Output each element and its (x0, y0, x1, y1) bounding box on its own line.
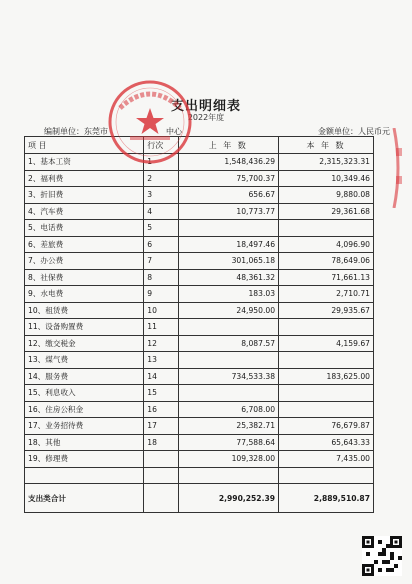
cell-row-number: 17 (144, 418, 178, 435)
cell-row-number: 9 (144, 286, 178, 303)
table-row (25, 170, 374, 187)
cell-previous-year (178, 319, 279, 336)
cell-row-number: 13 (144, 352, 178, 369)
table-row (25, 352, 374, 369)
table-row (25, 302, 374, 319)
cell-item: 7、办公费 (25, 253, 144, 270)
cell-row-number: 2 (144, 170, 178, 187)
table-row (25, 401, 374, 418)
organization-label: 编制单位：东莞市 (44, 127, 108, 136)
cell-current-year: 2,315,323.31 (279, 154, 374, 171)
cell-row-number: 15 (144, 385, 178, 402)
cell-row-number: 7 (144, 253, 178, 270)
cell-item (25, 467, 144, 484)
cell-row-number: 12 (144, 335, 178, 352)
cell-item: 18、其他 (25, 434, 144, 451)
table-row (25, 467, 374, 484)
cell-previous-year: 10,773.77 (178, 203, 279, 220)
cell-current-year: 65,643.33 (279, 434, 374, 451)
cell-previous-year (178, 352, 279, 369)
cell-item: 1、基本工资 (25, 154, 144, 171)
cell-current-year (279, 352, 374, 369)
cell-current-year: 78,649.06 (279, 253, 374, 270)
cell-item: 4、汽车费 (25, 203, 144, 220)
cell-row-number: 6 (144, 236, 178, 253)
cell-row-number: 1 (144, 154, 178, 171)
header-item: 项 目 (25, 137, 144, 154)
cell-current-year: 4,159.67 (279, 335, 374, 352)
cell-item: 15、利息收入 (25, 385, 144, 402)
cell-item: 12、缴交税金 (25, 335, 144, 352)
cell-item: 3、折旧费 (25, 187, 144, 204)
cell-row-number: 18 (144, 434, 178, 451)
cell-current-year: 76,679.87 (279, 418, 374, 435)
cell-item: 17、业务招待费 (25, 418, 144, 435)
cell-current-year: 183,625.00 (279, 368, 374, 385)
report-year: 2022年度 (187, 113, 225, 122)
edge-stamp-mark (392, 128, 404, 208)
table-row (25, 418, 374, 435)
cell-previous-year: 183.03 (178, 286, 279, 303)
organization-tail: 中心 (166, 127, 182, 136)
cell-current-year (279, 467, 374, 484)
cell-current-year: 29,361.68 (279, 203, 374, 220)
cell-previous-year: 77,588.64 (178, 434, 279, 451)
cell-current-year: 29,935.67 (279, 302, 374, 319)
header-previous-year: 上 年 数 (178, 137, 279, 154)
table-row (25, 451, 374, 468)
cell-item: 6、差旅费 (25, 236, 144, 253)
cell-previous-year: 109,328.00 (178, 451, 279, 468)
total-row (25, 484, 374, 513)
cell-item: 14、服务费 (25, 368, 144, 385)
total-row-number (144, 484, 178, 513)
cell-previous-year (178, 385, 279, 402)
cell-row-number: 3 (144, 187, 178, 204)
cell-previous-year: 48,361.32 (178, 269, 279, 286)
cell-previous-year: 24,950.00 (178, 302, 279, 319)
cell-current-year: 9,880.08 (279, 187, 374, 204)
cell-previous-year: 18,497.46 (178, 236, 279, 253)
cell-item: 9、水电费 (25, 286, 144, 303)
header-row-number: 行次 (144, 137, 178, 154)
cell-previous-year: 1,548,436.29 (178, 154, 279, 171)
table-row (25, 368, 374, 385)
page-title: 支出明细表 (170, 99, 241, 114)
cell-previous-year: 25,382.71 (178, 418, 279, 435)
table-row (25, 236, 374, 253)
cell-current-year: 7,435.00 (279, 451, 374, 468)
currency-unit: 金额单位：人民币元 (318, 127, 390, 136)
cell-previous-year: 656.67 (178, 187, 279, 204)
table-header-row (25, 137, 374, 154)
cell-previous-year: 734,533.38 (178, 368, 279, 385)
table-row (25, 187, 374, 204)
cell-current-year (279, 385, 374, 402)
cell-row-number: 8 (144, 269, 178, 286)
cell-previous-year: 301,065.18 (178, 253, 279, 270)
cell-item: 8、社保费 (25, 269, 144, 286)
cell-item: 16、住房公积金 (25, 401, 144, 418)
qr-code (362, 536, 402, 576)
cell-current-year (279, 220, 374, 237)
cell-previous-year (178, 220, 279, 237)
cell-current-year: 4,096.90 (279, 236, 374, 253)
cell-item: 19、修理费 (25, 451, 144, 468)
cell-row-number: 11 (144, 319, 178, 336)
table-row (25, 286, 374, 303)
cell-previous-year: 75,700.37 (178, 170, 279, 187)
table-row (25, 203, 374, 220)
cell-row-number (144, 467, 178, 484)
table-row (25, 335, 374, 352)
total-previous-year: 2,990,252.39 (178, 484, 279, 513)
cell-row-number: 4 (144, 203, 178, 220)
cell-previous-year: 8,087.57 (178, 335, 279, 352)
cell-current-year: 10,349.46 (279, 170, 374, 187)
total-label: 支出类合计 (25, 484, 144, 513)
cell-item: 10、租赁费 (25, 302, 144, 319)
cell-item: 2、福利费 (25, 170, 144, 187)
table-row (25, 220, 374, 237)
table-row (25, 434, 374, 451)
table-row (25, 154, 374, 171)
table-row (25, 269, 374, 286)
total-current-year: 2,889,510.87 (279, 484, 374, 513)
cell-row-number (144, 451, 178, 468)
cell-row-number: 16 (144, 401, 178, 418)
cell-row-number: 14 (144, 368, 178, 385)
table-row (25, 385, 374, 402)
cell-row-number: 5 (144, 220, 178, 237)
cell-current-year (279, 319, 374, 336)
cell-current-year: 2,710.71 (279, 286, 374, 303)
table-row (25, 319, 374, 336)
cell-item: 5、电话费 (25, 220, 144, 237)
table-row (25, 253, 374, 270)
cell-previous-year (178, 467, 279, 484)
cell-current-year: 71,661.13 (279, 269, 374, 286)
cell-row-number: 10 (144, 302, 178, 319)
cell-item: 11、设备购置费 (25, 319, 144, 336)
cell-previous-year: 6,708.00 (178, 401, 279, 418)
expense-table (24, 136, 374, 513)
cell-item: 13、煤气费 (25, 352, 144, 369)
cell-current-year (279, 401, 374, 418)
header-current-year: 本 年 数 (279, 137, 374, 154)
